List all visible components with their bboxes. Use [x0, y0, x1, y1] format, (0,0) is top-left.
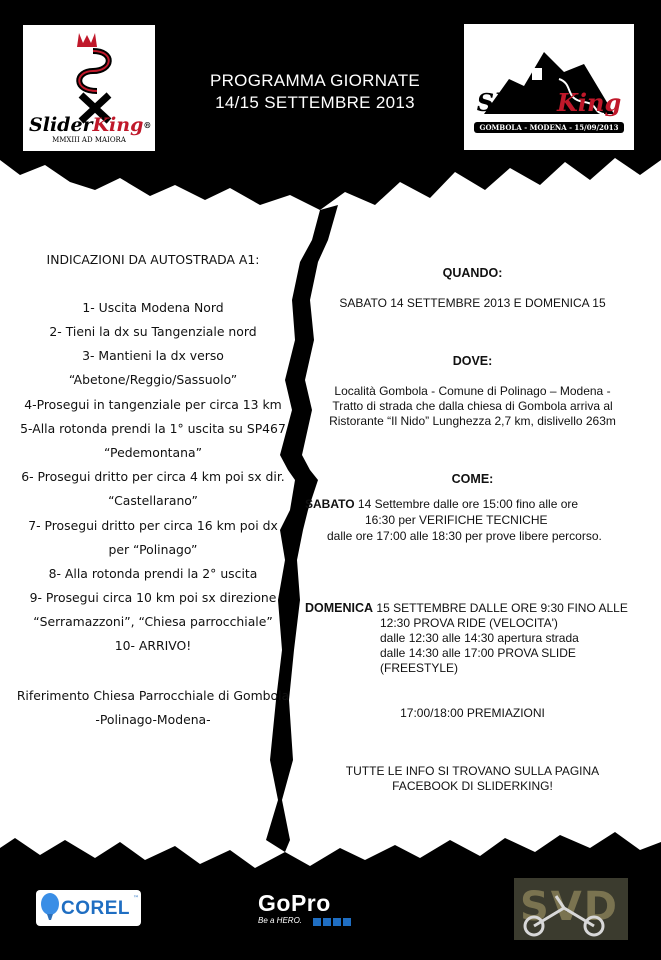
domenica-line-3: dalle 12:30 alle 14:30 apertura strada	[380, 631, 579, 645]
corel-tm: ™	[133, 895, 139, 902]
logo-right-king-text: King	[557, 88, 622, 117]
registered-mark: ®	[143, 120, 152, 130]
domenica-line-5: (FREESTYLE)	[380, 661, 459, 675]
svd-logo	[514, 878, 628, 940]
dove-line-2: Tratto di strada che dalla chiesa di Gombola arriva al	[332, 399, 613, 413]
corel-text: COREL	[61, 898, 130, 919]
domenica-line-2: 12:30 PROVA RIDE (VELOCITA')	[380, 616, 558, 630]
sliderking-logo-left	[23, 25, 155, 151]
sabato-line-2: 16:30 per VERIFICHE TECNICHE	[365, 513, 548, 527]
direction-step: 3- Mantieni la dx verso	[82, 348, 224, 363]
quando-text: SABATO 14 SETTEMBRE 2013 E DOMENICA 15	[339, 296, 606, 310]
gopro-text: GoPro	[258, 890, 331, 916]
sabato-line-1	[305, 497, 650, 511]
direction-step: 9- Prosegui circa 10 km poi sx direzione	[29, 590, 277, 605]
sliderking-logo-right	[464, 24, 634, 150]
quando-heading: QUANDO:	[442, 266, 503, 280]
dove-heading: DOVE:	[452, 354, 493, 368]
gopro-squares-icon	[313, 918, 373, 928]
direction-step: 10- ARRIVO!	[114, 638, 192, 653]
page-title	[170, 70, 460, 114]
direction-step: “Serramazzoni”, “Chiesa parrocchiale”	[33, 614, 273, 629]
reference-line-2: -Polinago-Modena-	[95, 712, 211, 727]
svd-text: SVD	[520, 884, 619, 930]
logo-right-banner: GOMBOLA - MODENA - 15/09/2013	[474, 122, 624, 133]
logo-left-slider-text: Slider	[29, 114, 93, 136]
logo-left-motto: MMXIII AD MAIORA	[52, 136, 126, 144]
direction-step: 8- Alla rotonda prendi la 2° uscita	[48, 566, 258, 581]
direction-step: 6- Prosegui dritto per circa 4 km poi sx dir.	[21, 469, 285, 484]
direction-step: 5-Alla rotonda prendi la 1° uscita su SP467	[20, 421, 286, 436]
direction-step: 4-Prosegui in tangenziale per circa 13 km	[24, 397, 282, 412]
reference-line-1: Riferimento Chiesa Parrocchiale di Gombola	[16, 688, 290, 703]
domenica-line-1	[305, 601, 655, 615]
gopro-tagline: Be a HERO.	[258, 916, 303, 925]
domenica-line-4: dalle 14:30 alle 17:00 PROVA SLIDE	[380, 646, 576, 660]
bike-rider-icon	[514, 878, 628, 940]
title-line-2: 14/15 SETTEMBRE 2013	[215, 93, 415, 112]
facebook-line-1: TUTTE LE INFO SI TROVANO SULLA PAGINA	[345, 764, 600, 778]
gopro-logo	[258, 890, 378, 930]
direction-step: “Abetone/Reggio/Sassuolo”	[68, 372, 238, 387]
direction-step: per “Polinago”	[108, 542, 198, 557]
premiazioni-text: 17:00/18:00 PREMIAZIONI	[400, 706, 545, 720]
dove-line-1: Località Gombola - Comune di Polinago – Modena -	[334, 384, 611, 398]
domenica-text: 15 SETTEMBRE DALLE ORE 9:30 FINO ALLE	[373, 601, 628, 615]
corel-balloon-icon	[40, 893, 60, 923]
corel-logo	[36, 890, 141, 926]
directions-heading: INDICAZIONI DA AUTOSTRADA A1:	[46, 252, 260, 267]
come-heading: COME:	[451, 472, 494, 486]
direction-step: 2- Tieni la dx su Tangenziale nord	[49, 324, 257, 339]
direction-step: 1- Uscita Modena Nord	[82, 300, 224, 315]
logo-right-slider-text: Slider	[476, 88, 558, 117]
logo-left-king-text: King	[92, 114, 144, 136]
direction-step: “Castellarano”	[108, 493, 198, 508]
facebook-line-2: FACEBOOK DI SLIDERKING!	[392, 779, 553, 793]
direction-step: “Pedemontana”	[104, 445, 202, 460]
dove-line-3: Ristorante “Il Nido” Lunghezza 2,7 km, dislivello 263m	[329, 414, 616, 428]
direction-step: 7- Prosegui dritto per circa 16 km poi dx	[28, 518, 278, 533]
domenica-label: DOMENICA	[305, 601, 374, 615]
info-section	[300, 260, 661, 820]
sabato-text: 14 Settembre dalle ore 15:00 fino alle ore	[354, 497, 579, 511]
title-line-1: PROGRAMMA GIORNATE	[209, 71, 421, 90]
sabato-label: SABATO	[305, 497, 355, 511]
sabato-line-3: dalle ore 17:00 alle 18:30 per prove libere percorso.	[327, 529, 602, 543]
